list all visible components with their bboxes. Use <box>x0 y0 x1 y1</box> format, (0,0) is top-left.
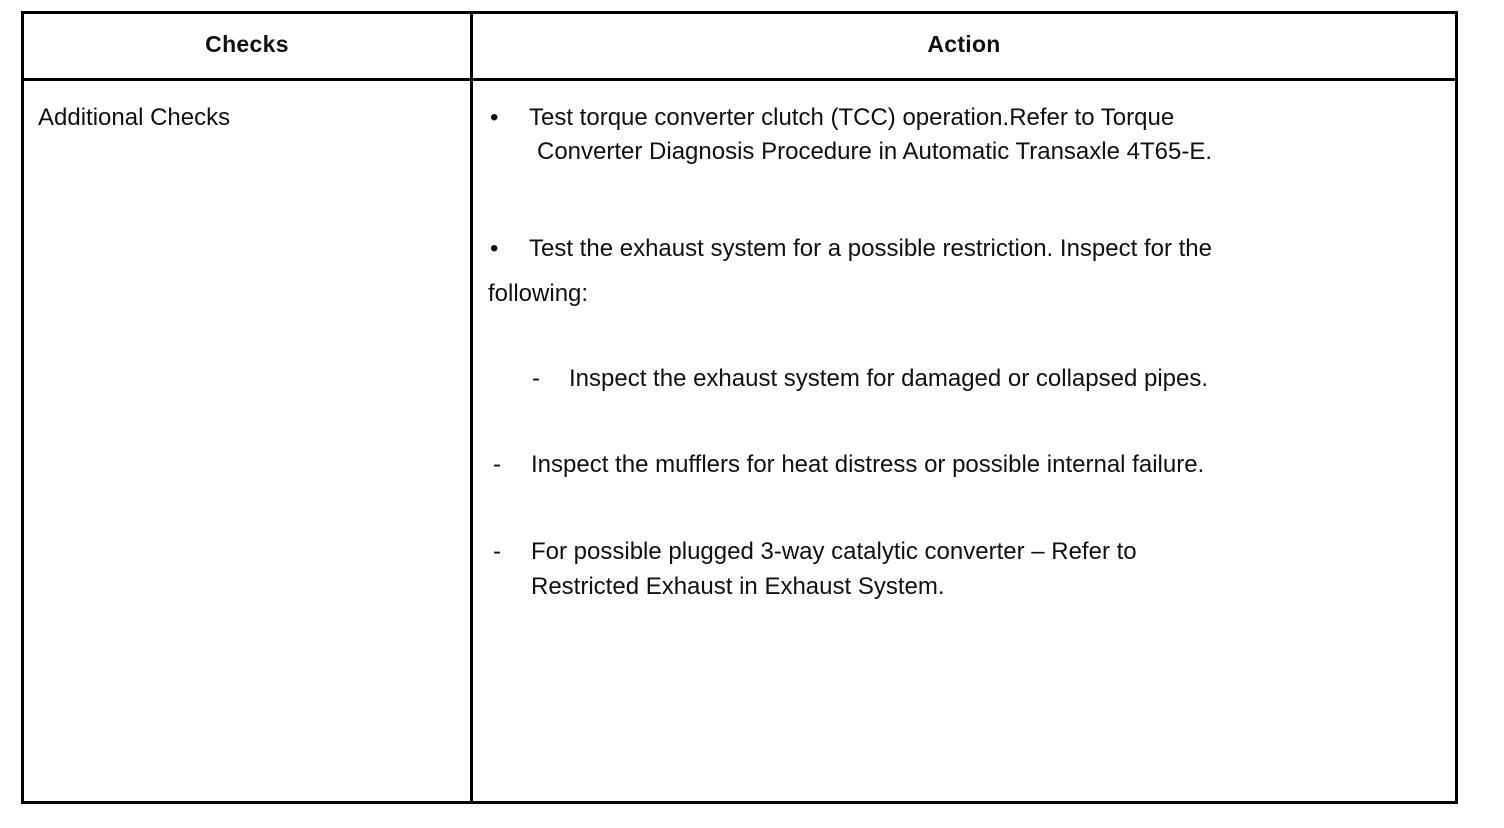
action-line: Inspect the exhaust system for damaged or collapsed pipes. <box>569 365 1209 392</box>
action-line: Test the exhaust system for a possible restriction. Inspect for the <box>529 235 1212 262</box>
action-line: Converter Diagnosis Procedure in Automatic Transaxle 4T65-E. <box>537 138 1212 165</box>
action-line: Inspect the mufflers for heat distress or possible internal failure. <box>531 451 1205 478</box>
dash-marker: - <box>532 365 540 392</box>
bullet-marker: • <box>490 235 499 262</box>
header-divider <box>21 78 1458 81</box>
action-line: For possible plugged 3-way catalytic converter – Refer to <box>531 538 1137 565</box>
header-action: Action <box>927 31 1001 57</box>
column-divider <box>470 11 473 804</box>
header-checks: Checks <box>205 31 289 57</box>
action-line: Restricted Exhaust in Exhaust System. <box>531 573 945 600</box>
dash-marker: - <box>493 538 501 565</box>
action-line: Test torque converter clutch (TCC) operation.Refer to Torque <box>529 104 1175 131</box>
action-line: following: <box>488 280 589 307</box>
bullet-marker: • <box>490 104 499 131</box>
dash-marker: - <box>493 451 501 478</box>
check-additional-checks: Additional Checks <box>38 104 231 131</box>
